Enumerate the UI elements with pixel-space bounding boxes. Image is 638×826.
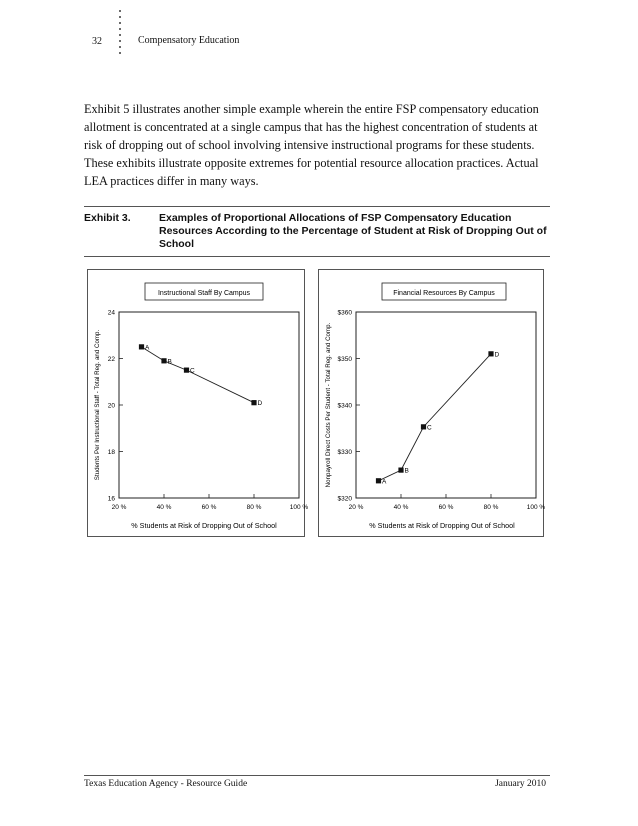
y-tick-label: $330 <box>337 449 352 456</box>
x-tick-label: 20 % <box>111 504 127 511</box>
y-axis-label: Students Per Instructional Staff - Total Reg. and Comp. <box>94 329 101 481</box>
body-paragraph: Exhibit 5 illustrates another simple example wherein the entire FSP compensatory education allotment is concentrated at a single campus that has the highest concentration of students at risk of dropping out of school involving intensive instructional programs for these students. These exhibits illustrate opposite extremes for potential resource allocation practices. Actual LEA practices differ in many ways. <box>84 102 539 188</box>
point-label-b: B <box>404 467 409 475</box>
y-tick-label: $360 <box>337 309 352 317</box>
point-label-a: A <box>145 344 150 352</box>
data-point-c <box>184 368 189 373</box>
y-tick-label: $320 <box>337 495 352 503</box>
x-axis-label: % Students at Risk of Dropping Out of School <box>369 521 515 530</box>
footer-source: Texas Education Agency - Resource Guide <box>84 779 248 789</box>
y-tick-label: 24 <box>107 309 115 317</box>
running-head: Compensatory Education <box>138 35 240 46</box>
instructional-staff-chart <box>87 269 309 537</box>
page-number: 32 <box>92 36 102 47</box>
x-tick-label: 40 % <box>393 504 409 511</box>
chart-title: Financial Resources By Campus <box>393 290 495 297</box>
chart-frame <box>319 270 544 537</box>
data-point-a <box>139 344 144 349</box>
footer-rule <box>84 775 550 776</box>
chart-frame <box>88 270 305 537</box>
x-tick-label: 100 % <box>526 504 546 511</box>
y-tick-label: 16 <box>107 495 115 503</box>
data-point-b <box>398 468 403 473</box>
y-tick-label: 20 <box>107 402 115 410</box>
y-tick-label: $350 <box>337 356 352 363</box>
financial-resources-chart <box>318 269 544 537</box>
x-tick-label: 60 % <box>201 504 217 511</box>
y-tick-label: 22 <box>107 356 115 363</box>
x-tick-label: 20 % <box>348 504 364 511</box>
y-axis-label: Nonpayroll Direct Costs Per Student - Total Reg. and Comp. <box>325 322 332 488</box>
x-tick-label: 60 % <box>438 504 454 511</box>
footer-date: January 2010 <box>495 779 546 789</box>
point-label-c: C <box>190 367 195 375</box>
data-point-d <box>251 400 256 405</box>
exhibit-title: Examples of Proportional Allocations of FSP Compensatory Education Resources According to the Percentage of Student at Risk of Dropping Out of School <box>159 212 547 250</box>
x-axis-label: % Students at Risk of Dropping Out of School <box>131 521 277 530</box>
exhibit-top-rule <box>84 206 550 207</box>
margin-dots <box>118 8 122 58</box>
point-label-a: A <box>382 478 387 486</box>
x-tick-label: 100 % <box>289 504 309 511</box>
y-tick-label: 18 <box>107 449 115 456</box>
x-tick-label: 80 % <box>246 504 262 511</box>
point-label-d: D <box>494 351 500 359</box>
point-label-b: B <box>167 358 172 366</box>
point-label-d: D <box>257 400 263 408</box>
data-point-d <box>488 351 493 356</box>
exhibit-label: Exhibit 3. <box>84 212 131 224</box>
exhibit-bottom-rule <box>84 256 550 257</box>
y-tick-label: $340 <box>337 402 352 410</box>
point-label-c: C <box>427 424 432 432</box>
x-tick-label: 80 % <box>483 504 499 511</box>
chart-title: Instructional Staff By Campus <box>157 290 251 297</box>
data-point-a <box>376 478 381 483</box>
data-point-c <box>421 424 426 429</box>
x-tick-label: 40 % <box>156 504 172 511</box>
data-point-b <box>161 358 166 363</box>
